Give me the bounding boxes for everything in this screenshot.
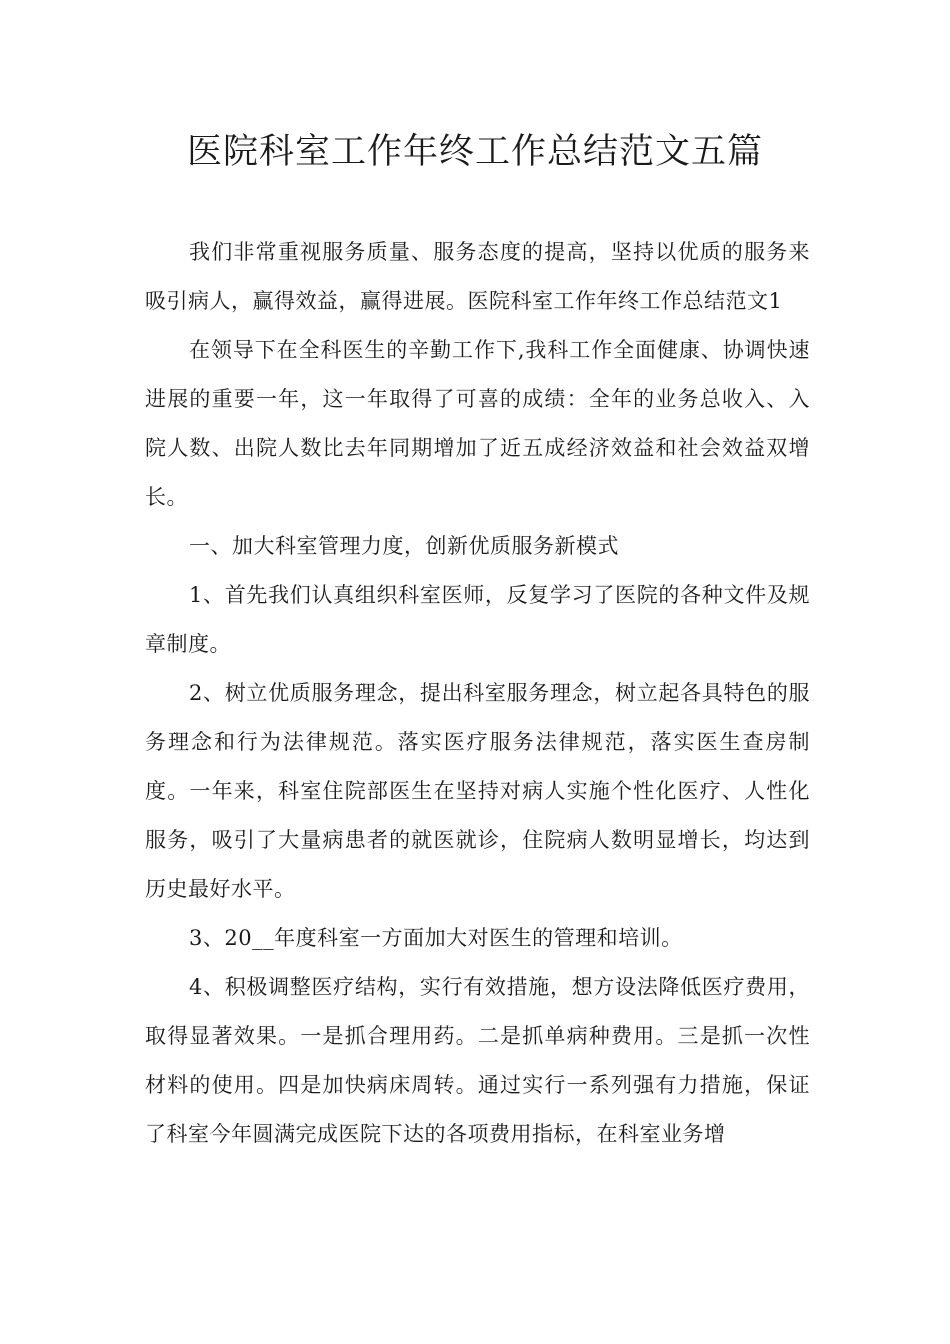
paragraph-intro: 我们非常重视服务质量、服务态度的提高，坚持以优质的服务来吸引病人，赢得效益，赢得进展。医院科室工作年终工作总结范文1 <box>145 240 810 313</box>
paragraph-item-2: 2、树立优质服务理念，提出科室服务理念，树立起各具特色的服务理念和行为法律规范。落实医疗服务法律规范，落实医生查房制度。一年来，科室住院部医生在坚持对病人实施个性化医疗、人性化服务，吸引了大量病患者的就医就诊，住院病人数明显增长，均达到历史最好水平。 <box>145 681 810 901</box>
section-heading: 一、加大科室管理力度，创新优质服务新模式 <box>189 534 619 558</box>
paragraph-item-4: 4、积极调整医疗结构，实行有效措施，想方设法降低医疗费用，取得显著效果。一是抓合理用药。二是抓单病种费用。三是抓一次性材料的使用。四是加快病床周转。通过实行一系列强有力措施，保证了科室今年圆满完成医院下达的各项费用指标，在科室业务增 <box>145 975 810 1146</box>
paragraph-item-3: 3、20__年度科室一方面加大对医生的管理和培训。 <box>189 926 683 950</box>
document-body <box>145 228 810 1159</box>
document-title: 医院科室工作年终工作总结范文五篇 <box>186 132 763 172</box>
paragraph-item-1: 1、首先我们认真组织科室医师，反复学习了医院的各种文件及规章制度。 <box>145 583 810 656</box>
paragraph-summary: 在领导下在全科医生的辛勤工作下,我科工作全面健康、协调快速进展的重要一年，这一年取得了可喜的成绩：全年的业务总收入、入院人数、出院人数比去年同期增加了近五成经济效益和社会效益双增长。 <box>145 338 810 509</box>
